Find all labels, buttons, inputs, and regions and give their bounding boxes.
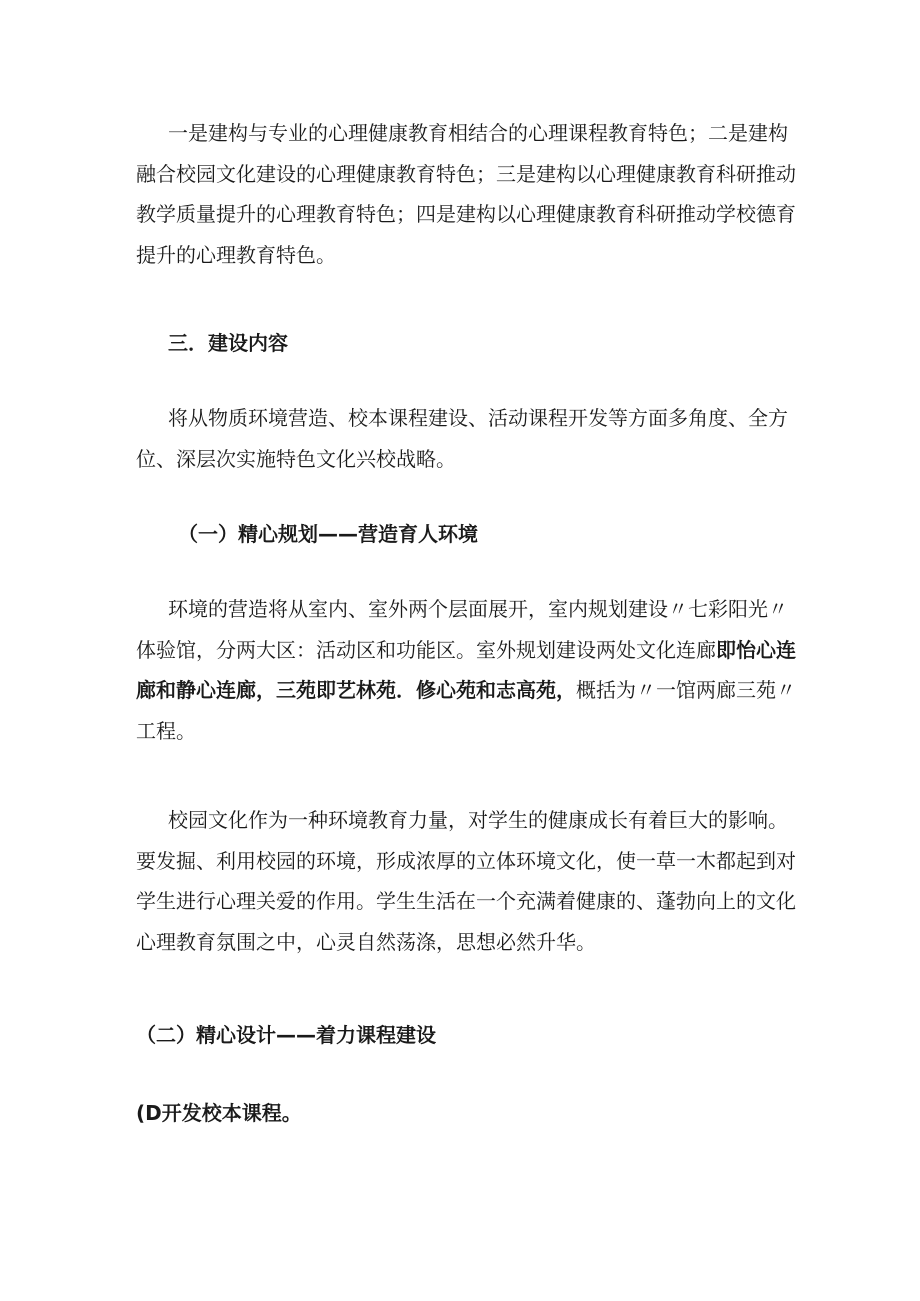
paragraph-environment: [136, 589, 796, 751]
paragraph-environment-text-a: 环境的营造将从室内、室外两个层面展开，室内规划建设〃七彩阳光〃体验馆，分两大区：活动区和功能区。室外规划建设两处文化连廊: [136, 597, 788, 662]
paragraph-campus-culture: 校园文化作为一种环境教育力量，对学生的健康成长有着巨大的影响。要发掘、利用校园的环境，形成浓厚的立体环境文化，使一草一木都起到对学生进行心理关爱的作用。学生生活在一个充满着健康的、蓬勃向上的文化心理教育氛围之中，心灵自然荡涤，思想必然升华。: [136, 808, 796, 954]
paragraph-environment-text-bold: 即怡心连廊和静心连廊，三苑即艺林苑．修心苑和志高苑，: [136, 637, 796, 702]
item-heading-school-course: (D开发校本课程。: [136, 1101, 302, 1125]
subheading-course-design: （二）精心设计——着力课程建设: [136, 1023, 436, 1047]
paragraph-environment-text-c: 概括为〃一馆两廊三苑〃工程。: [136, 678, 796, 743]
section-heading-construction-content: 三．建设内容: [168, 331, 288, 355]
paragraph-features: 一是建构与专业的心理健康教育相结合的心理课程教育特色；二是建构融合校园文化建设的心理健康教育特色；三是建构以心理健康教育科研推动教学质量提升的心理教育特色；四是建构以心理健康教育科研推动学校德育提升的心理教育特色。: [136, 121, 796, 267]
subheading-environment-planning: （一）精心规划——营造育人环境: [178, 522, 478, 546]
paragraph-strategy: 将从物质环境营造、校本课程建设、活动课程开发等方面多角度、全方位、深层次实施特色文化兴校战略。: [136, 406, 788, 471]
